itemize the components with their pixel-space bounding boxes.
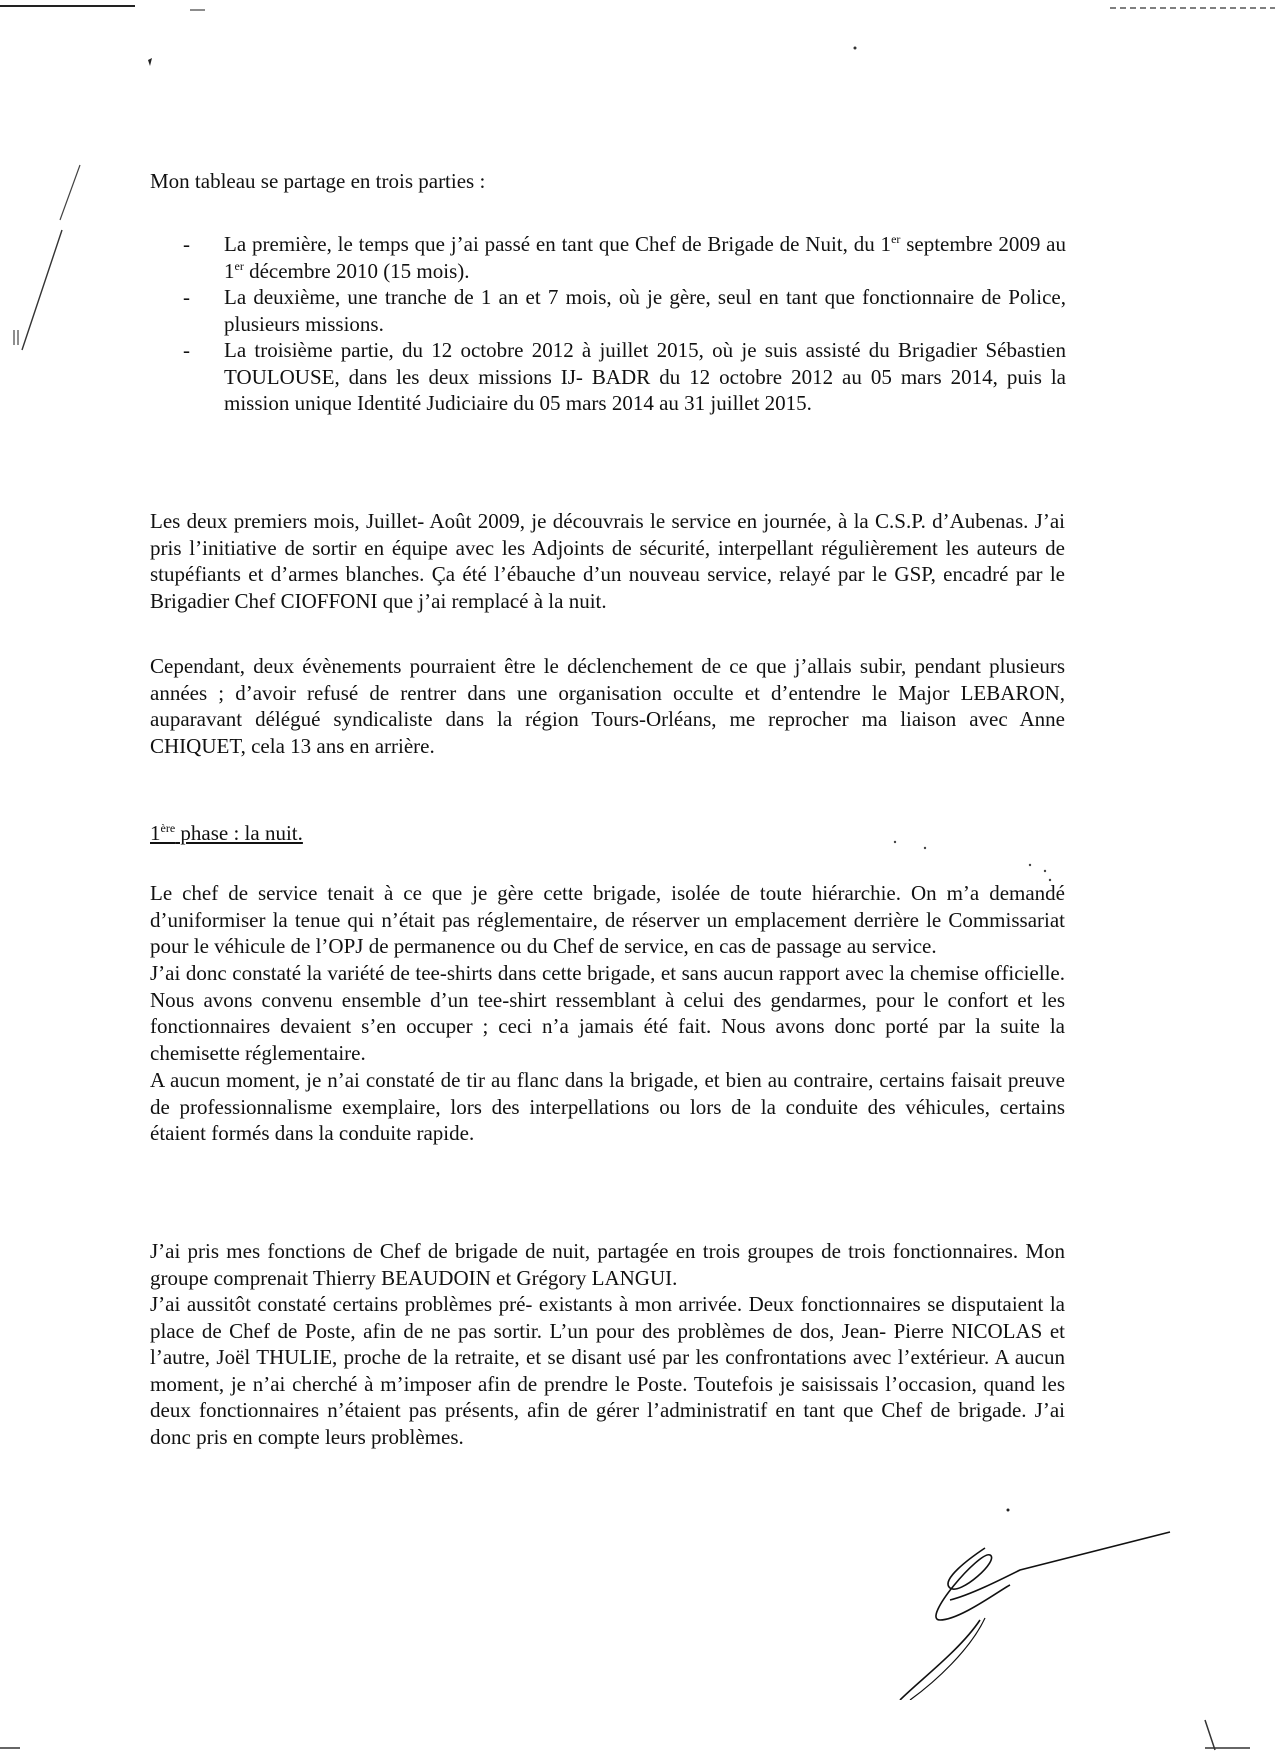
section-heading: 1ère phase : la nuit. [150, 821, 303, 845]
paragraph-fonctions: J’ai pris mes fonctions de Chef de brigade de nuit, partagée en trois groupes de trois fonctionnaires. Mon groupe comprenait Thierry BEAUDOIN et Grégory LANGUI. [150, 1239, 1065, 1290]
list-item: - La première, le temps que j’ai passé en tant que Chef de Brigade de Nuit, du 1er septembre 2009 au 1er décembre 2010 (15 mois). [224, 231, 1066, 284]
paragraph-chef-service: Le chef de service tenait à ce que je gère cette brigade, isolée de toute hiérarchie. On m’a demandé d’uniformiser la tenue qui n’était pas réglementaire, de réserver un emplacement derrière le Commissariat pour le véhicule de l’OPJ de permanence ou du Chef de service, en cas de passage au service. [150, 881, 1065, 958]
paragraph-teeshirts: J’ai donc constaté la variété de tee-shirts dans cette brigade, et sans aucun rapport avec la chemise officielle. Nous avons convenu ensemble d’un tee-shirt ressemblant à celui des gendarmes, pour le confort et les fonctionnaires devaient s’en occuper ; ceci n’a jamais été fait. Nous avons donc porté par la suite la chemisette réglementaire. [150, 961, 1065, 1065]
intro-text: Mon tableau se partage en trois parties : [150, 169, 486, 193]
paragraph-arrival: Les deux premiers mois, Juillet- Août 2009, je découvrais le service en journée, à la C.S.P. d’Aubenas. J’ai pris l’initiative de sortir en équipe avec les Adjoints de sécurité, interpellant régulièrement les auteurs de stupéfiants et d’armes blanches. Ça été l’ébauche d’un nouveau service, relayé par le GSP, encadré par le Brigadier Chef CIOFFONI que j’ai remplacé à la nuit. [150, 509, 1065, 613]
paragraph-events: Cependant, deux évènements pourraient être le déclenchement de ce que j’allais subir, pendant plusieurs années ; d’avoir refusé de rentrer dans une organisation occulte et d’entendre le Major LEBARON, auparavant délégué syndicaliste dans la région Tours-Orléans, me reprocher ma liaison avec Anne CHIQUET, cela 13 ans en arrière. [150, 654, 1065, 758]
handwritten-signature [880, 1500, 1180, 1700]
paragraph-tir-au-flanc: A aucun moment, je n’ai constaté de tir au flanc dans la brigade, et bien au contraire, certains faisait preuve de professionnalisme exemplaire, lors des interpellations ou lors de la conduite des véhicules, certains étaient formés dans la conduite rapide. [150, 1068, 1065, 1145]
parts-list [224, 231, 1066, 417]
list-item: - La troisième partie, du 12 octobre 2012 à juillet 2015, où je suis assisté du Brigadier Sébastien TOULOUSE, dans les deux missions IJ- BADR du 12 octobre 2012 au 05 mars 2014, puis la mission unique Identité Judiciaire du 05 mars 2014 au 31 juillet 2015. [224, 337, 1066, 417]
paragraph-problemes: J’ai aussitôt constaté certains problèmes pré- existants à mon arrivée. Deux fonctionnaires se disputaient la place de Chef de Poste, afin de ne pas sortir. L’un pour des problèmes de dos, Jean- Pierre NICOLAS et l’autre, Joël THULIE, proche de la retraite, et se disant usé par les confrontations avec l’extérieur. A aucun moment, je n’ai cherché à m’imposer afin de prendre le Poste. Toutefois je saisissais l’occasion, quand les deux fonctionnaires n’étaient pas présents, afin de gérer l’administratif en tant que Chef de brigade. J’ai donc pris en compte leurs problèmes. [150, 1292, 1065, 1449]
list-item: - La deuxième, une tranche de 1 an et 7 mois, où je gère, seul en tant que fonctionnaire de Police, plusieurs missions. [224, 284, 1066, 337]
